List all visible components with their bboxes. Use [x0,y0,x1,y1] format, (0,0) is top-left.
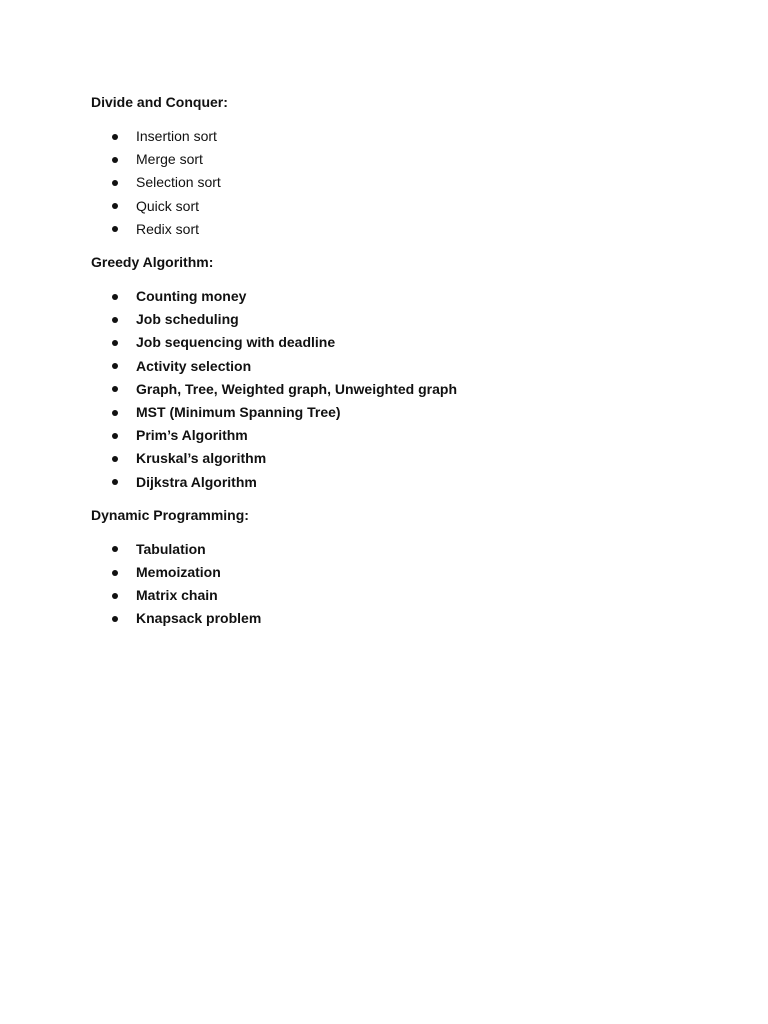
bullet-icon [112,363,118,369]
list-item: Merge sort [91,148,691,171]
bullet-icon [112,546,118,552]
section-heading-divide-and-conquer: Divide and Conquer: [91,94,228,110]
bullet-icon [112,433,118,439]
bullet-icon [112,226,118,232]
list-item: Job scheduling [91,308,691,331]
list-item: Prim’s Algorithm [91,424,691,447]
list-item: Quick sort [91,195,691,218]
bullet-icon [112,157,118,163]
bullet-icon [112,134,118,140]
section-heading-dynamic-programming: Dynamic Programming: [91,506,249,523]
list-item: Knapsack problem [91,607,691,630]
bullet-icon [112,410,118,416]
list-item: Tabulation [91,538,691,561]
list-item: MST (Minimum Spanning Tree) [91,401,691,424]
list-item: Insertion sort [91,125,691,148]
bullet-icon [112,570,118,576]
list-item: Selection sort [91,171,691,194]
list-item: Matrix chain [91,584,691,607]
bullet-icon [112,593,118,599]
dynamic-programming-list [91,538,691,631]
document-page [91,93,691,643]
list-item: Memoization [91,561,691,584]
section-heading-greedy-algorithm: Greedy Algorithm: [91,254,214,271]
bullet-icon [112,203,118,209]
bullet-icon [112,340,118,346]
list-item: Counting money [91,285,691,308]
list-item: Dijkstra Algorithm [91,471,691,494]
list-item: Kruskal’s algorithm [91,447,691,470]
list-item: Graph, Tree, Weighted graph, Unweighted graph [91,378,691,401]
greedy-algorithm-list [91,285,691,494]
list-item: Redix sort [91,218,691,241]
list-item: Job sequencing with deadline [91,331,691,354]
bullet-icon [112,317,118,323]
bullet-icon [112,479,118,485]
bullet-icon [112,456,118,462]
bullet-icon [112,386,118,392]
list-item: Activity selection [91,355,691,378]
divide-and-conquer-list [91,125,691,241]
bullet-icon [112,616,118,622]
bullet-icon [112,294,118,300]
bullet-icon [112,180,118,186]
